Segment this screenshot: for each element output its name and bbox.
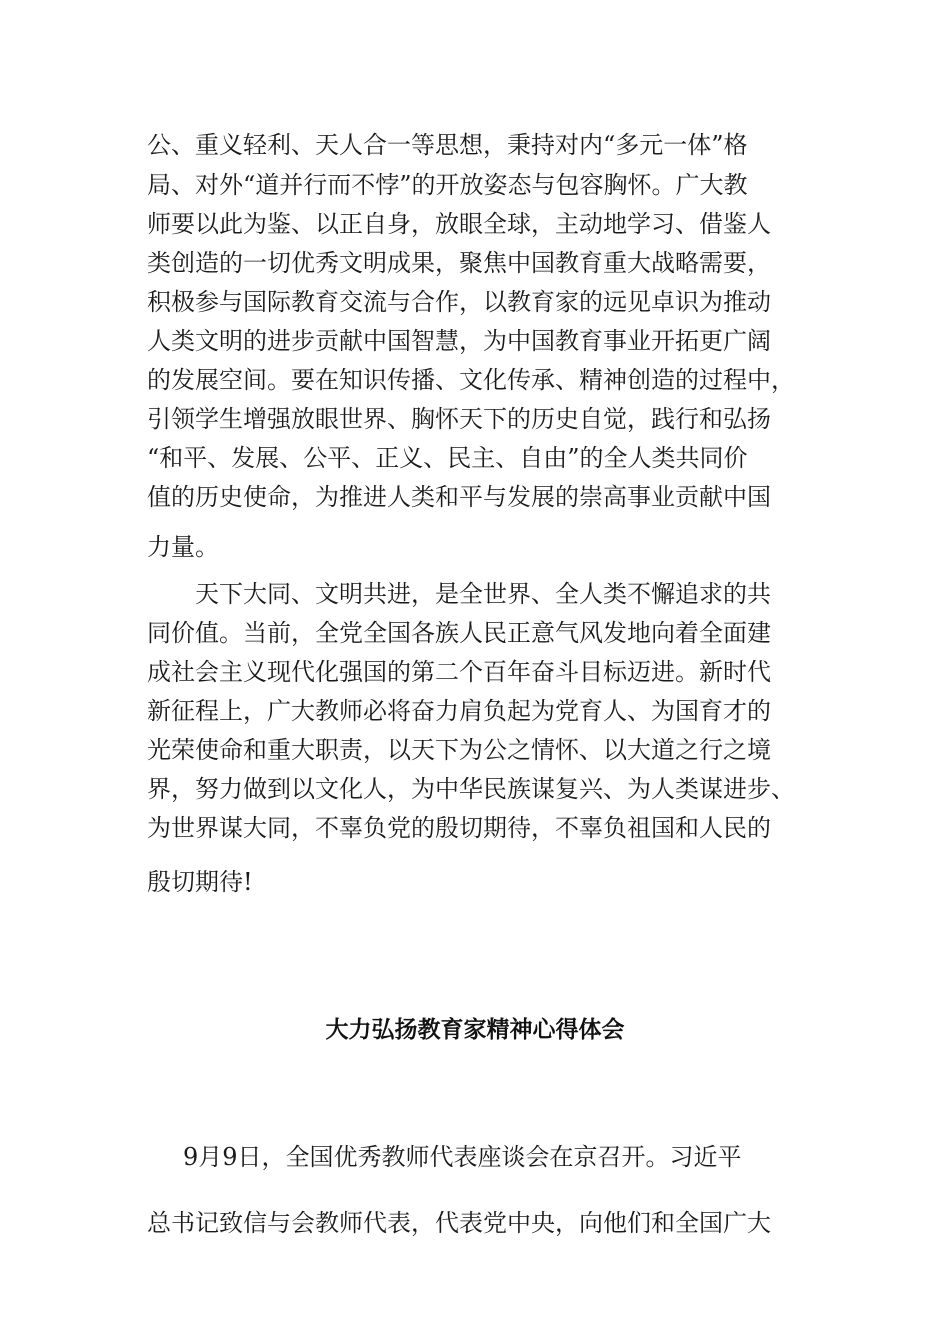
paragraph-line: 力量。 <box>147 533 219 561</box>
paragraph-line: 师要以此为鉴、以正自身，放眼全球，主动地学习、借鉴人 <box>147 210 771 238</box>
paragraph-line: 类创造的一切优秀文明成果，聚焦中国教育重大战略需要， <box>147 249 771 277</box>
paragraph-line: 的发展空间。要在知识传播、文化传承、精神创造的过程中， <box>147 366 795 394</box>
paragraph-line: 天下大同、文明共进，是全世界、全人类不懈追求的共 <box>195 580 771 608</box>
paragraph-line: 积极参与国际教育交流与合作，以教育家的远见卓识为推动 <box>147 288 771 316</box>
paragraph-line: 总书记致信与会教师代表，代表党中央，向他们和全国广大 <box>147 1209 771 1237</box>
paragraph-line: 同价值。当前，全党全国各族人民正意气风发地向着全面建 <box>147 619 771 647</box>
paragraph-line: 9月9日，全国优秀教师代表座谈会在京召开。习近平 <box>183 1143 742 1171</box>
paragraph-line: 局、对外“道并行而不悖”的开放姿态与包容胸怀。广大教 <box>147 171 748 199</box>
paragraph-line: 公、重义轻利、天人合一等思想，秉持对内“多元一体”格 <box>147 131 748 159</box>
paragraph-line: 光荣使命和重大职责，以天下为公之情怀、以大道之行之境 <box>147 736 771 764</box>
paragraph-line: “和平、发展、公平、正义、民主、自由”的全人类共同价 <box>147 444 748 472</box>
article-title: 大力弘扬教育家精神心得体会 <box>325 1017 625 1043</box>
paragraph-line: 值的历史使命，为推进人类和平与发展的崇高事业贡献中国 <box>147 483 771 511</box>
paragraph-line: 成社会主义现代化强国的第二个百年奋斗目标迈进。新时代 <box>147 658 771 686</box>
paragraph-line: 殷切期待! <box>147 868 253 896</box>
paragraph-line: 新征程上，广大教师必将奋力肩负起为党育人、为国育才的 <box>147 697 771 725</box>
paragraph-line: 界，努力做到以文化人，为中华民族谋复兴、为人类谋进步、 <box>147 775 795 803</box>
paragraph-line: 为世界谋大同，不辜负党的殷切期待，不辜负祖国和人民的 <box>147 814 771 842</box>
paragraph-line: 人类文明的进步贡献中国智慧，为中国教育事业开拓更广阔 <box>147 327 771 355</box>
paragraph-line: 引领学生增强放眼世界、胸怀天下的历史自觉，践行和弘扬 <box>147 405 771 433</box>
